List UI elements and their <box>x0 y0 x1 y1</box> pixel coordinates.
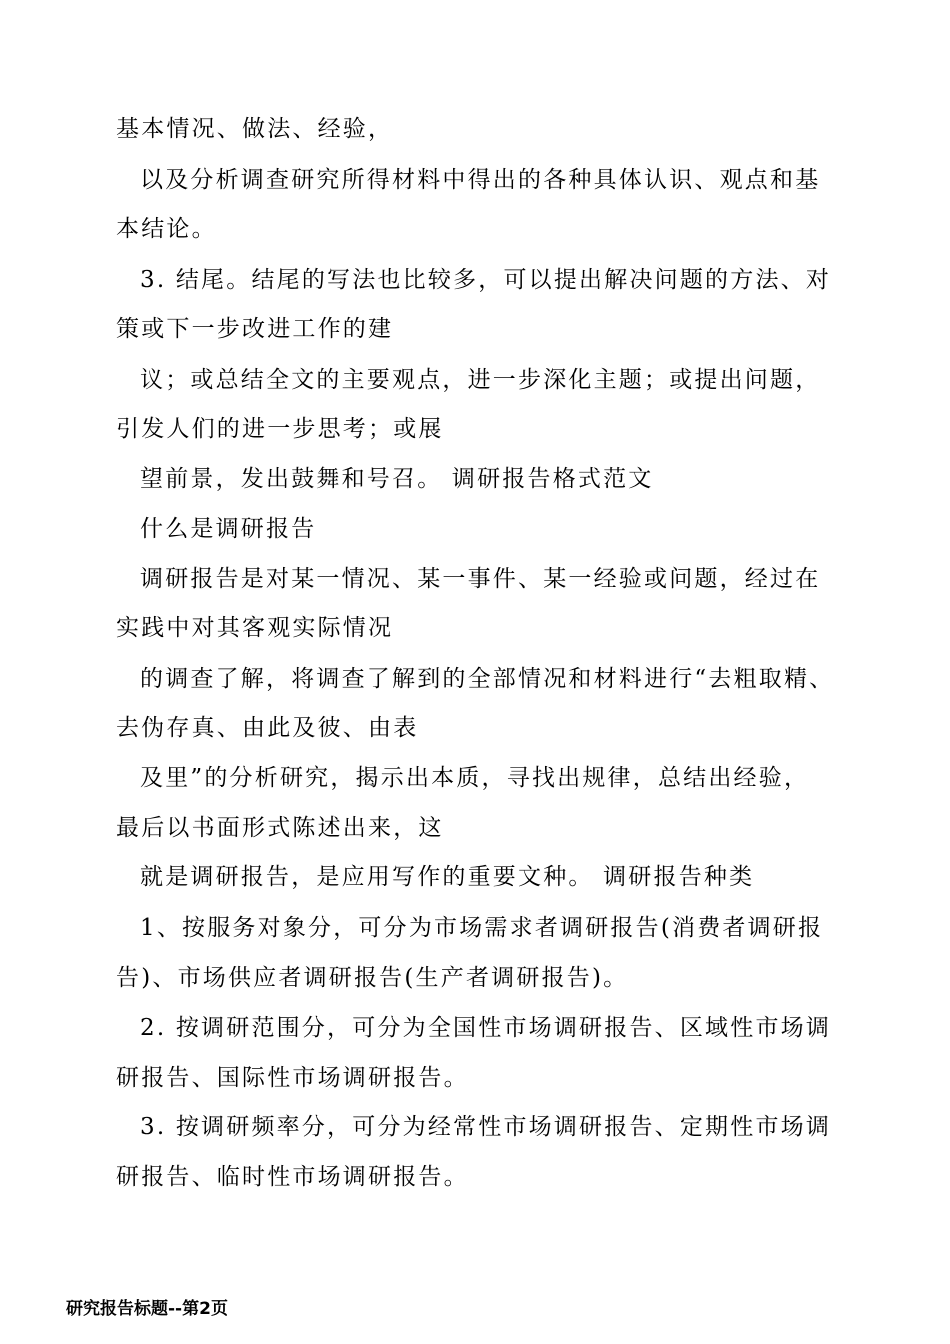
text-line: 告)、市场供应者调研报告(生产者调研报告)。 <box>116 965 629 991</box>
text-line: 以及分析调查研究所得材料中得出的各种具体认识、观点和基 <box>140 167 821 193</box>
text-line: 的调查了解，将调查了解到的全部情况和材料进行“去粗取精、 <box>140 666 835 692</box>
text-line: 及里”的分析研究，揭示出本质，寻找出规律，总结出经验， <box>140 765 810 791</box>
text-line: 望前景，发出鼓舞和号召。 调研报告格式范文 <box>140 466 654 492</box>
text-line: 本结论。 <box>116 216 217 242</box>
text-line: 去伪存真、由此及彼、由表 <box>116 715 419 741</box>
text-line: 策或下一步改进工作的建 <box>116 316 394 342</box>
page-footer: 研究报告标题--第2页 <box>66 1299 228 1319</box>
text-line: 基本情况、做法、经验， <box>116 116 394 142</box>
text-line: 调研报告是对某一情况、某一事件、某一经验或问题，经过在 <box>140 566 821 592</box>
text-line: 什么是调研报告 <box>140 516 317 542</box>
text-line: 1、按服务对象分，可分为市场需求者调研报告(消费者调研报 <box>140 915 824 941</box>
text-line: 就是调研报告，是应用写作的重要文种。 调研报告种类 <box>140 864 755 890</box>
text-line: 2. 按调研范围分，可分为全国性市场调研报告、区域性市场调 <box>140 1015 832 1041</box>
text-line: 3. 按调研频率分，可分为经常性市场调研报告、定期性市场调 <box>140 1114 832 1140</box>
text-line: 引发人们的进一步思考；或展 <box>116 416 444 442</box>
text-line: 研报告、临时性市场调研报告。 <box>116 1164 469 1190</box>
text-line: 研报告、国际性市场调研报告。 <box>116 1065 469 1091</box>
text-line: 最后以书面形式陈述出来，这 <box>116 815 444 841</box>
text-line: 3. 结尾。结尾的写法也比较多，可以提出解决问题的方法、对 <box>140 267 832 293</box>
text-line: 实践中对其客观实际情况 <box>116 615 394 641</box>
text-line: 议；或总结全文的主要观点，进一步深化主题；或提出问题， <box>140 367 821 393</box>
